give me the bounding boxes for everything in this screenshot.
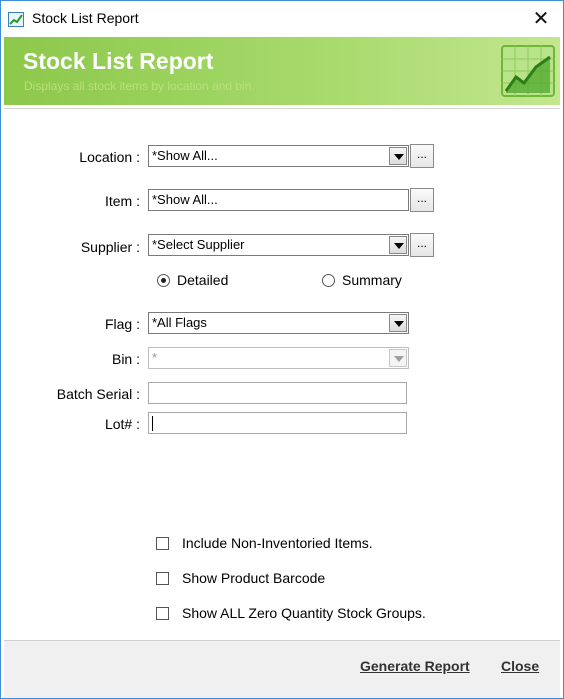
chevron-down-icon[interactable]	[389, 314, 407, 332]
footer-bar	[4, 640, 560, 699]
close-icon[interactable]: ✕	[532, 8, 550, 30]
chart-graph-icon	[500, 43, 556, 99]
batch-serial-input[interactable]	[148, 382, 407, 404]
supplier-label: Supplier :	[80, 239, 140, 255]
include-non-inventoried-checkbox[interactable]	[156, 537, 169, 550]
summary-radio-label: Summary	[342, 272, 402, 288]
location-browse-button[interactable]: ...	[410, 144, 434, 168]
location-value: *Show All...	[152, 148, 218, 163]
detailed-radio[interactable]	[157, 274, 170, 287]
header-banner	[4, 37, 560, 105]
window-title: Stock List Report	[32, 10, 139, 26]
supplier-browse-button[interactable]: ...	[410, 233, 434, 257]
show-all-zero-quantity-label: Show ALL Zero Quantity Stock Groups.	[182, 605, 426, 621]
lot-label: Lot# :	[104, 416, 140, 432]
lot-input[interactable]	[148, 412, 407, 434]
text-cursor	[152, 416, 153, 431]
flag-label: Flag :	[104, 316, 140, 332]
bin-label: Bin :	[111, 351, 140, 367]
show-all-zero-quantity-checkbox[interactable]	[156, 607, 169, 620]
banner-title: Stock List Report	[23, 48, 214, 74]
bin-value: *	[152, 350, 158, 365]
show-product-barcode-label: Show Product Barcode	[182, 570, 326, 586]
item-value: *Show All...	[152, 192, 218, 207]
flag-value: *All Flags	[152, 315, 207, 330]
summary-radio[interactable]	[322, 274, 335, 287]
batch-serial-label: Batch Serial :	[56, 386, 140, 402]
location-dropdown[interactable]	[148, 145, 409, 167]
close-link[interactable]: Close	[501, 658, 540, 674]
supplier-value: *Select Supplier	[152, 237, 245, 252]
chevron-down-icon[interactable]	[389, 236, 407, 254]
include-non-inventoried-label: Include Non-Inventoried Items.	[182, 535, 373, 551]
detailed-radio-label: Detailed	[177, 272, 229, 288]
item-label: Item :	[104, 193, 140, 209]
chart-icon	[8, 12, 24, 27]
report-filter-panel	[4, 108, 560, 640]
generate-report-link[interactable]: Generate Report	[360, 658, 470, 674]
banner-subtitle: Displays all stock items by location and bin.	[24, 79, 255, 93]
title-bar	[1, 1, 563, 37]
show-product-barcode-checkbox[interactable]	[156, 572, 169, 585]
item-field[interactable]	[148, 189, 409, 211]
supplier-dropdown[interactable]	[148, 234, 409, 256]
chevron-down-icon[interactable]	[389, 349, 407, 367]
item-browse-button[interactable]: ...	[410, 188, 434, 212]
chevron-down-icon[interactable]	[389, 147, 407, 165]
flag-dropdown[interactable]	[148, 312, 409, 334]
location-label: Location :	[79, 149, 140, 165]
bin-dropdown[interactable]	[148, 347, 409, 369]
